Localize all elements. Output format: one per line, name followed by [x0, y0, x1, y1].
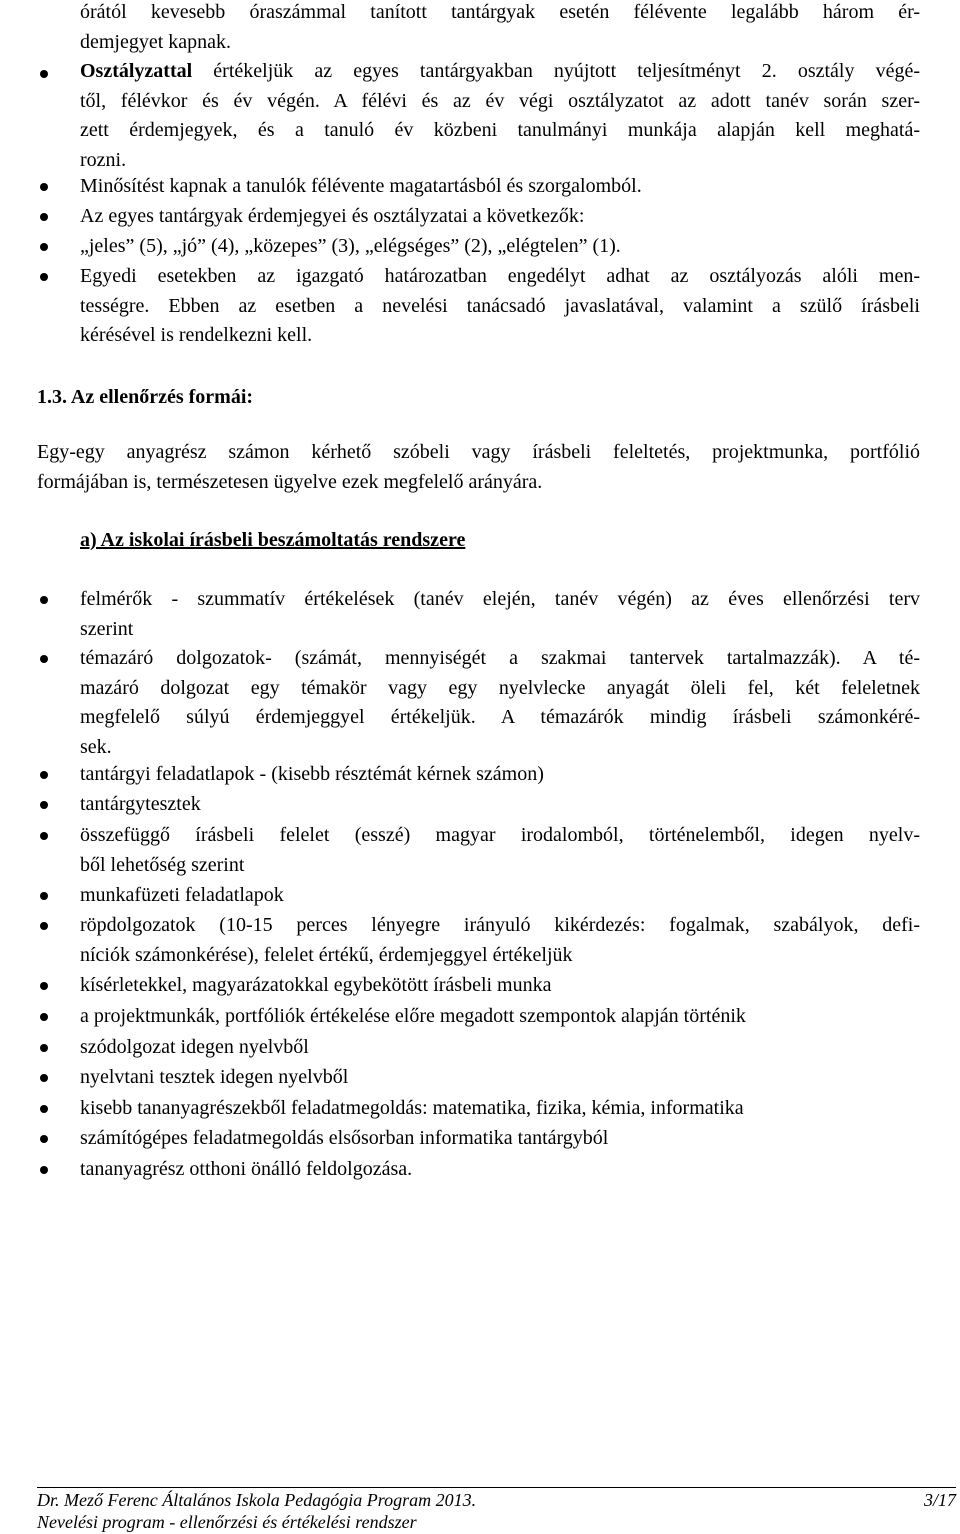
page-number: 3/17: [923, 1490, 956, 1510]
bullet-icon: [40, 273, 48, 281]
text-line: zett érdemjegyek, és a tanuló év közbeni tanulmányi munkája alapján kell meghatá-: [80, 119, 920, 142]
bullet-icon: [40, 596, 48, 604]
list-item: [80, 232, 920, 262]
text-line: felmérők - szummatív értékelések (tanév elején, tanév végén) az éves ellenőrzési terv: [80, 588, 920, 610]
text-line: tantárgytesztek: [80, 793, 201, 815]
subheading: a) Az iskolai írásbeli beszámoltatás rendszere: [80, 529, 466, 551]
text-line: formájában is, természetesen ügyelve ezek megfelelő arányára.: [37, 470, 543, 493]
bullet-icon: [40, 183, 48, 191]
list-item: [80, 1002, 920, 1032]
footer-subtitle: Nevelési program - ellenőrzési és értékelési rendszer: [37, 1512, 417, 1532]
footer-line: [37, 1489, 956, 1511]
bullet-icon: [40, 922, 48, 930]
bullet-icon: [40, 801, 48, 809]
text-line: számítógépes feladatmegoldás elsősorban informatika tantárgyból: [80, 1127, 609, 1149]
text-line: kisebb tananyagrészekből feladatmegoldás: matematika, fizika, kémia, informatika: [80, 1097, 744, 1119]
text-line: témazáró dolgozatok- (számát, mennyiségét a szakmai tantervek tartalmazzák). A té-: [80, 647, 920, 669]
list-item: [80, 202, 920, 232]
text-line: nyelvtani tesztek idegen nyelvből: [80, 1066, 349, 1088]
list-item: [80, 1033, 920, 1063]
bullet-icon: [40, 892, 48, 900]
intro-paragraph: [37, 438, 920, 497]
text-line: níciók számonkérése), felelet értékű, érdemjeggyel értékeljük: [80, 943, 573, 966]
text-line: ből lehetőség szerint: [80, 853, 245, 876]
text-line: munkafüzeti feladatlapok: [80, 884, 284, 906]
bullet-icon: [40, 1166, 48, 1174]
text-line: demjegyet kapnak.: [80, 30, 232, 53]
text-line: től, félévkor és év végén. A félévi és az év végi osztályzatot az adott tanév során szer-: [80, 89, 920, 112]
list-item: [80, 1063, 920, 1093]
list-item: [80, 0, 920, 57]
bullet-icon: [40, 213, 48, 221]
bold-term: Osztályzattal: [80, 60, 193, 82]
list-item: [80, 1124, 920, 1154]
bullet-icon: [40, 655, 48, 663]
footer-divider: [37, 1487, 956, 1488]
text-line: Egy-egy anyagrész számon kérhető szóbeli vagy írásbeli feleltetés, projektmunka, portfólió: [37, 441, 920, 463]
text-line: sek.: [80, 735, 112, 758]
text-line: kérésével is rendelkezni kell.: [80, 324, 313, 347]
text-line: kísérletekkel, magyarázatokkal egybekötött írásbeli munka: [80, 974, 552, 996]
text-line: órától kevesebb óraszámmal tanított tantárgyak esetén félévente legalább három ér-: [80, 1, 920, 23]
text-line: [80, 57, 920, 87]
footer-school-title: Dr. Mező Ferenc Általános Iskola Pedagógia Program 2013.: [37, 1490, 477, 1510]
text-line: tességre. Ebben az esetben a nevelési tanácsadó javaslatával, valamint a szülő írásbeli: [80, 294, 920, 317]
list-item: [80, 644, 920, 762]
bullet-icon: [40, 1044, 48, 1052]
list-item: [80, 57, 920, 175]
list-item: [80, 821, 920, 880]
list-item: [80, 1155, 920, 1185]
bullet-icon: [40, 1105, 48, 1113]
text-line: megfelelő súlyú érdemjeggyel értékeljük. A témazárók mindig írásbeli számonkéré-: [80, 706, 920, 729]
text-line: Egyedi esetekben az igazgató határozatban engedélyt adhat az osztályozás alóli men-: [80, 265, 920, 287]
list-item: [80, 1094, 920, 1124]
text-line: röpdolgozatok (10-15 perces lényegre irányuló kikérdezés: fogalmak, szabályok, defi-: [80, 914, 920, 936]
list-item: [80, 881, 920, 911]
text-line: Az egyes tantárgyak érdemjegyei és osztályzatai a következők:: [80, 205, 585, 227]
bullet-icon: [40, 1135, 48, 1143]
text-line: tantárgyi feladatlapok - (kisebb résztémát kérnek számon): [80, 763, 544, 785]
text-line: szódolgozat idegen nyelvből: [80, 1036, 309, 1058]
bullet-icon: [40, 243, 48, 251]
bullet-icon: [40, 982, 48, 990]
text-line: „jeles” (5), „jó” (4), „közepes” (3), „elégséges” (2), „elégtelen” (1).: [80, 235, 621, 257]
bullet-icon: [40, 1074, 48, 1082]
text-line: tananyagrész otthoni önálló feldolgozása.: [80, 1158, 413, 1180]
bullet-icon: [40, 70, 48, 78]
list-item: [80, 172, 920, 202]
bullet-icon: [40, 771, 48, 779]
section-heading: 1.3. Az ellenőrzés formái:: [37, 386, 254, 408]
list-item: [80, 760, 920, 790]
bullet-icon: [40, 1013, 48, 1021]
list-item: [80, 262, 920, 351]
text-line: mazáró dolgozat egy témakör vagy egy nyelvlecke anyagát öleli fel, két feleletnek: [80, 676, 920, 699]
list-item: [80, 585, 920, 644]
text-line: rozni.: [80, 148, 127, 171]
text-line: szerint: [80, 617, 134, 640]
text-span: értékeljük az egyes tantárgyakban nyújtott teljesítményt 2. osztály végé-: [192, 60, 920, 82]
list-item: [80, 911, 920, 970]
text-line: Minősítést kapnak a tanulók félévente magatartásból és szorgalomból.: [80, 175, 642, 197]
bullet-icon: [40, 832, 48, 840]
text-line: a projektmunkák, portfóliók értékelése előre megadott szempontok alapján történik: [80, 1005, 746, 1027]
text-line: összefüggő írásbeli felelet (esszé) magyar irodalomból, történelemből, idegen nyelv-: [80, 824, 920, 846]
list-item: [80, 971, 920, 1001]
list-item: [80, 790, 920, 820]
